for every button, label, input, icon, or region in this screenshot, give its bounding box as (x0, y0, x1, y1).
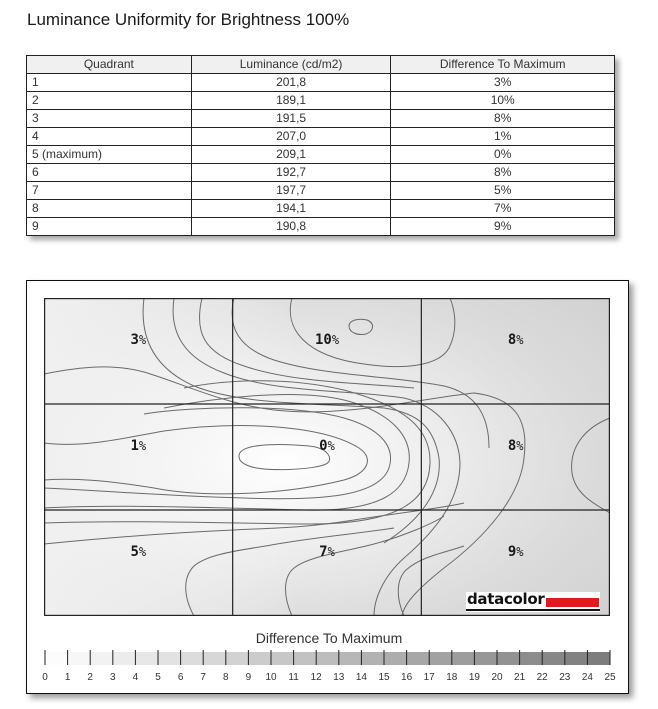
colorbar-segment (271, 652, 294, 665)
cell-difference: 8% (391, 110, 615, 128)
percent-sign: % (138, 333, 147, 347)
quadrant-label (315, 332, 339, 348)
cell-difference: 8% (391, 164, 615, 182)
cell-luminance: 209,1 (191, 146, 391, 164)
cell-difference: 0% (391, 146, 615, 164)
cell-difference: 10% (391, 92, 615, 110)
colorbar-tick-label: 12 (310, 672, 322, 683)
colorbar-segment (452, 652, 475, 665)
colorbar-segment (361, 652, 384, 665)
colorbar-segment (90, 652, 113, 665)
table-row (27, 110, 615, 128)
colorbar-tick-label: 7 (200, 672, 206, 683)
colorbar-tick-label: 24 (581, 672, 593, 683)
table-row (27, 74, 615, 92)
colorbar-segment (497, 652, 520, 665)
percent-sign: % (327, 439, 335, 453)
datacolor-logo (466, 592, 600, 612)
cell-luminance: 197,7 (191, 182, 391, 200)
colorbar-segment (248, 652, 271, 665)
quadrant-label (319, 438, 335, 454)
colorbar-segment (113, 652, 136, 665)
percent-sign: % (138, 439, 147, 453)
column-header-difference: Difference To Maximum (391, 56, 615, 74)
quadrant-value: 8 (507, 332, 517, 348)
cell-difference: 5% (391, 182, 615, 200)
colorbar-segment (520, 652, 543, 665)
colorbar-tick-label: 0 (42, 672, 48, 683)
cell-quadrant: 2 (27, 92, 192, 110)
colorbar-segment (565, 652, 588, 665)
cell-quadrant: 5 (maximum) (27, 146, 192, 164)
table-row (27, 218, 615, 236)
colorbar-tick-label: 1 (64, 672, 71, 683)
page-title: Luminance Uniformity for Brightness 100% (27, 10, 350, 29)
cell-luminance: 192,7 (191, 164, 391, 182)
cell-difference: 9% (391, 218, 615, 236)
cell-luminance: 191,5 (191, 110, 391, 128)
colorbar-segment (316, 652, 339, 665)
percent-sign: % (516, 545, 524, 559)
colorbar-tick-label: 3 (110, 672, 116, 683)
table-row (27, 128, 615, 146)
colorbar-tick-label: 13 (333, 672, 345, 683)
cell-luminance: 207,0 (191, 128, 391, 146)
percent-sign: % (516, 333, 524, 347)
column-header-quadrant: Quadrant (27, 56, 192, 74)
quadrant-value: 9 (507, 544, 517, 560)
colorbar-segment (181, 652, 204, 665)
quadrant-label (319, 544, 335, 560)
colorbar-tick-label: 19 (468, 672, 480, 683)
colorbar-tick-label: 25 (604, 672, 616, 683)
percent-sign: % (327, 545, 335, 559)
cell-quadrant: 4 (27, 128, 192, 146)
cell-quadrant: 7 (27, 182, 192, 200)
cell-difference: 7% (391, 200, 615, 218)
colorbar-segment (203, 652, 226, 665)
table-row (27, 92, 615, 110)
colorbar-segment (45, 652, 68, 665)
table-row (27, 164, 615, 182)
luminance-table (26, 55, 615, 236)
quadrant-value: 3 (130, 332, 139, 348)
colorbar-tick-label: 5 (155, 672, 161, 683)
colorbar-tick-label: 18 (446, 672, 458, 683)
colorbar-tick-label: 17 (423, 672, 435, 683)
colorbar-title: Difference To Maximum (255, 630, 403, 646)
column-header-luminance: Luminance (cd/m2) (191, 56, 391, 74)
cell-luminance: 201,8 (191, 74, 391, 92)
datacolor-logo-red-bar (546, 598, 599, 607)
colorbar-tick-label: 10 (265, 672, 277, 683)
colorbar-segment (135, 652, 158, 665)
percent-sign: % (331, 333, 340, 347)
colorbar-tick-label: 14 (355, 672, 367, 683)
colorbar-tick-label: 6 (177, 672, 184, 683)
colorbar-segment (542, 652, 565, 665)
colorbar-segment (384, 652, 407, 665)
colorbar-tick-label: 9 (245, 672, 252, 683)
colorbar-tick-label: 8 (223, 672, 229, 683)
colorbar-tick-label: 4 (132, 672, 139, 683)
colorbar-tick-label: 21 (514, 672, 526, 683)
quadrant-label (508, 544, 524, 560)
quadrant-label (130, 332, 146, 348)
quadrant-value: 7 (319, 544, 328, 560)
cell-quadrant: 3 (27, 110, 192, 128)
percent-sign: % (516, 439, 524, 453)
quadrant-value: 5 (130, 544, 139, 560)
cell-quadrant: 9 (27, 218, 192, 236)
table-row (27, 200, 615, 218)
quadrant-label (130, 438, 146, 454)
cell-luminance: 189,1 (191, 92, 391, 110)
quadrant-label (508, 332, 524, 348)
cell-difference: 3% (391, 74, 615, 92)
table-row (27, 182, 615, 200)
colorbar-segment (339, 652, 362, 665)
colorbar-segment (158, 652, 181, 665)
colorbar-tick-label: 22 (536, 672, 548, 683)
colorbar-tick-label: 16 (401, 672, 413, 683)
quadrant-value: 0 (319, 438, 328, 454)
quadrant-label (130, 544, 146, 560)
quadrant-value: 1 (130, 438, 139, 454)
cell-difference: 1% (391, 128, 615, 146)
colorbar-tick-label: 23 (559, 672, 571, 683)
colorbar (42, 650, 616, 683)
cell-luminance: 190,8 (191, 218, 391, 236)
colorbar-tick-label: 11 (288, 672, 299, 683)
colorbar-segment (587, 652, 610, 665)
uniformity-heatmap (44, 298, 610, 616)
colorbar-segment (68, 652, 91, 665)
table-header-row (27, 56, 615, 74)
cell-quadrant: 1 (27, 74, 192, 92)
colorbar-tick-label: 15 (378, 672, 390, 683)
colorbar-segment (226, 652, 249, 665)
colorbar-tick-label: 2 (87, 672, 93, 683)
cell-quadrant: 6 (27, 164, 192, 182)
table-row (27, 146, 615, 164)
datacolor-logo-text: datacolor (467, 590, 545, 608)
colorbar-segment (474, 652, 497, 665)
colorbar-svg (42, 650, 625, 690)
datacolor-logo-underline (466, 609, 600, 611)
quadrant-value: 10 (314, 332, 332, 348)
percent-sign: % (138, 545, 147, 559)
colorbar-tick-label: 20 (491, 672, 503, 683)
colorbar-segment (429, 652, 452, 665)
cell-luminance: 194,1 (191, 200, 391, 218)
colorbar-segment (407, 652, 430, 665)
cell-quadrant: 8 (27, 200, 192, 218)
quadrant-value: 8 (507, 438, 517, 454)
quadrant-label (508, 438, 524, 454)
colorbar-segment (294, 652, 317, 665)
